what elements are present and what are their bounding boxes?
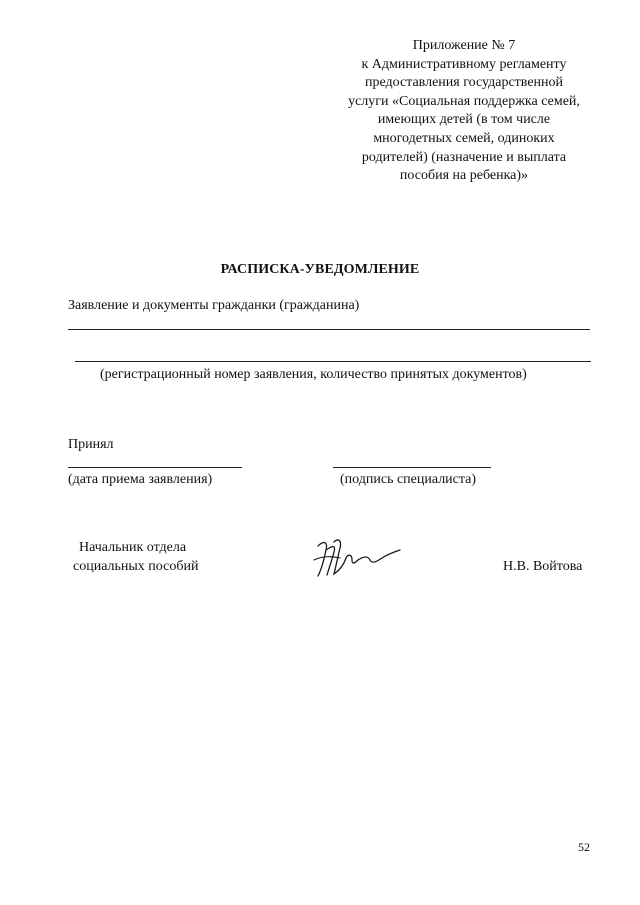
registration-line: [75, 361, 591, 362]
accepted-label: Принял: [68, 437, 114, 452]
statement-text: Заявление и документы гражданки (гражданина): [68, 298, 360, 313]
appendix-line: имеющих детей (в том числе: [377, 112, 551, 128]
appendix-line: предоставления государственной: [364, 75, 564, 91]
signature-line: [333, 467, 491, 468]
appendix-line: пособия на ребенка)»: [399, 168, 529, 184]
handwritten-signature: [312, 536, 402, 582]
signature-caption: (подпись специалиста): [340, 472, 477, 487]
appendix-line: многодетных семей, одиноких: [373, 130, 555, 146]
appendix-header: [330, 37, 598, 186]
registration-caption: (регистрационный номер заявления, количество принятых документов): [100, 367, 527, 382]
document-title: РАСПИСКА-УВЕДОМЛЕНИЕ: [220, 262, 420, 277]
date-line: [68, 467, 242, 468]
appendix-line: к Административному регламенту: [361, 56, 567, 72]
appendix-line: родителей) (назначение и выплата: [361, 149, 567, 165]
appendix-line: услуги «Социальная поддержка семей,: [348, 93, 580, 109]
date-caption: (дата приема заявления): [68, 472, 213, 487]
page-number: 52: [578, 840, 590, 854]
applicant-name-line: [68, 329, 590, 330]
signatory-position-line1: Начальник отдела: [79, 540, 187, 555]
signatory-position-line2: социальных пособий: [73, 559, 199, 574]
appendix-line: Приложение № 7: [412, 38, 516, 53]
signatory-name: Н.В. Войтова: [503, 559, 583, 574]
